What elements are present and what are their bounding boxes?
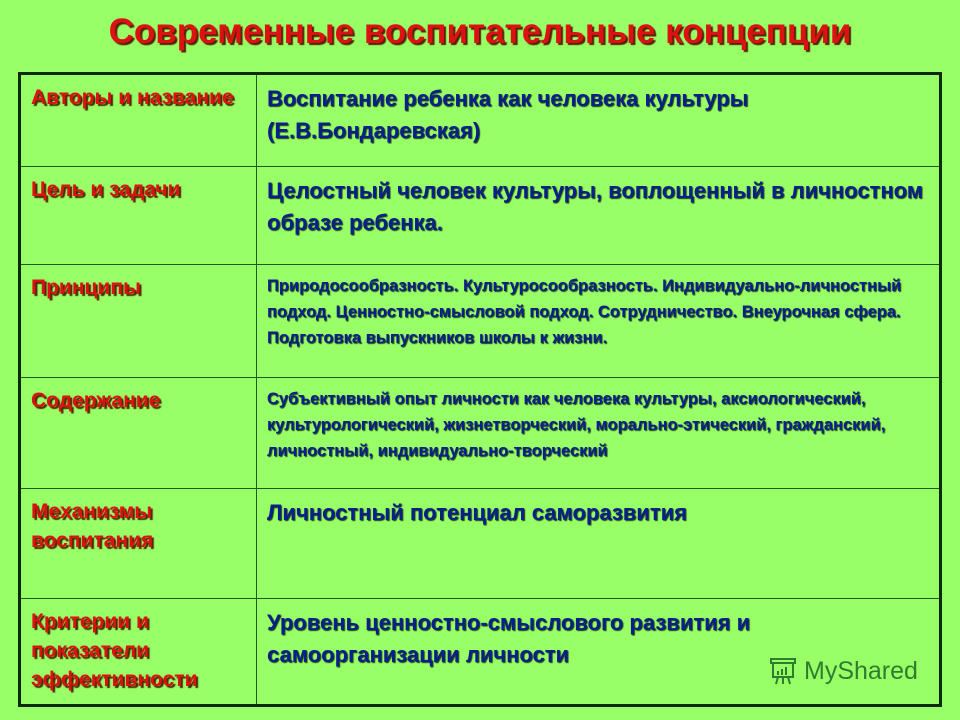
row-value: Уровень ценностно-смыслового развития и самоорганизации личности [257, 599, 941, 706]
table-row [20, 599, 941, 706]
row-label: Цель и задачи [20, 167, 257, 265]
presentation-chart-icon [768, 656, 798, 686]
row-label: Принципы [20, 265, 257, 378]
table-row [20, 265, 941, 378]
row-value: Природосообразность. Культуросообразность. Индивидуально-личностный подход. Ценностно-смысловой подход. Сотрудничество. Внеурочная сфера. Подготовка выпускников школы к жизни. [257, 265, 941, 378]
table-row [20, 489, 941, 599]
myshared-watermark[interactable] [768, 656, 918, 686]
row-label: Авторы и название [20, 74, 257, 167]
table-row [20, 378, 941, 489]
table-row [20, 167, 941, 265]
row-value: Целостный человек культуры, воплощенный в личностном образе ребенка. [257, 167, 941, 265]
row-label: Механизмы воспитания [20, 489, 257, 599]
row-label: Содержание [20, 378, 257, 489]
row-label: Критерии и показатели эффективности [20, 599, 257, 706]
row-value: Воспитание ребенка как человека культуры (Е.В.Бондаревская) [257, 74, 941, 167]
row-value: Субъективный опыт личности как человека культуры, аксиологический, культурологический, жизнетворческий, морально-этический, гражданский, личностный, индивидуально-творческий [257, 378, 941, 489]
row-value: Личностный потенциал саморазвития [257, 489, 941, 599]
concept-table [18, 72, 942, 707]
table-row [20, 74, 941, 167]
slide-title: Современные воспитательные концепции [108, 12, 852, 51]
watermark-text: MyShared [804, 656, 918, 685]
